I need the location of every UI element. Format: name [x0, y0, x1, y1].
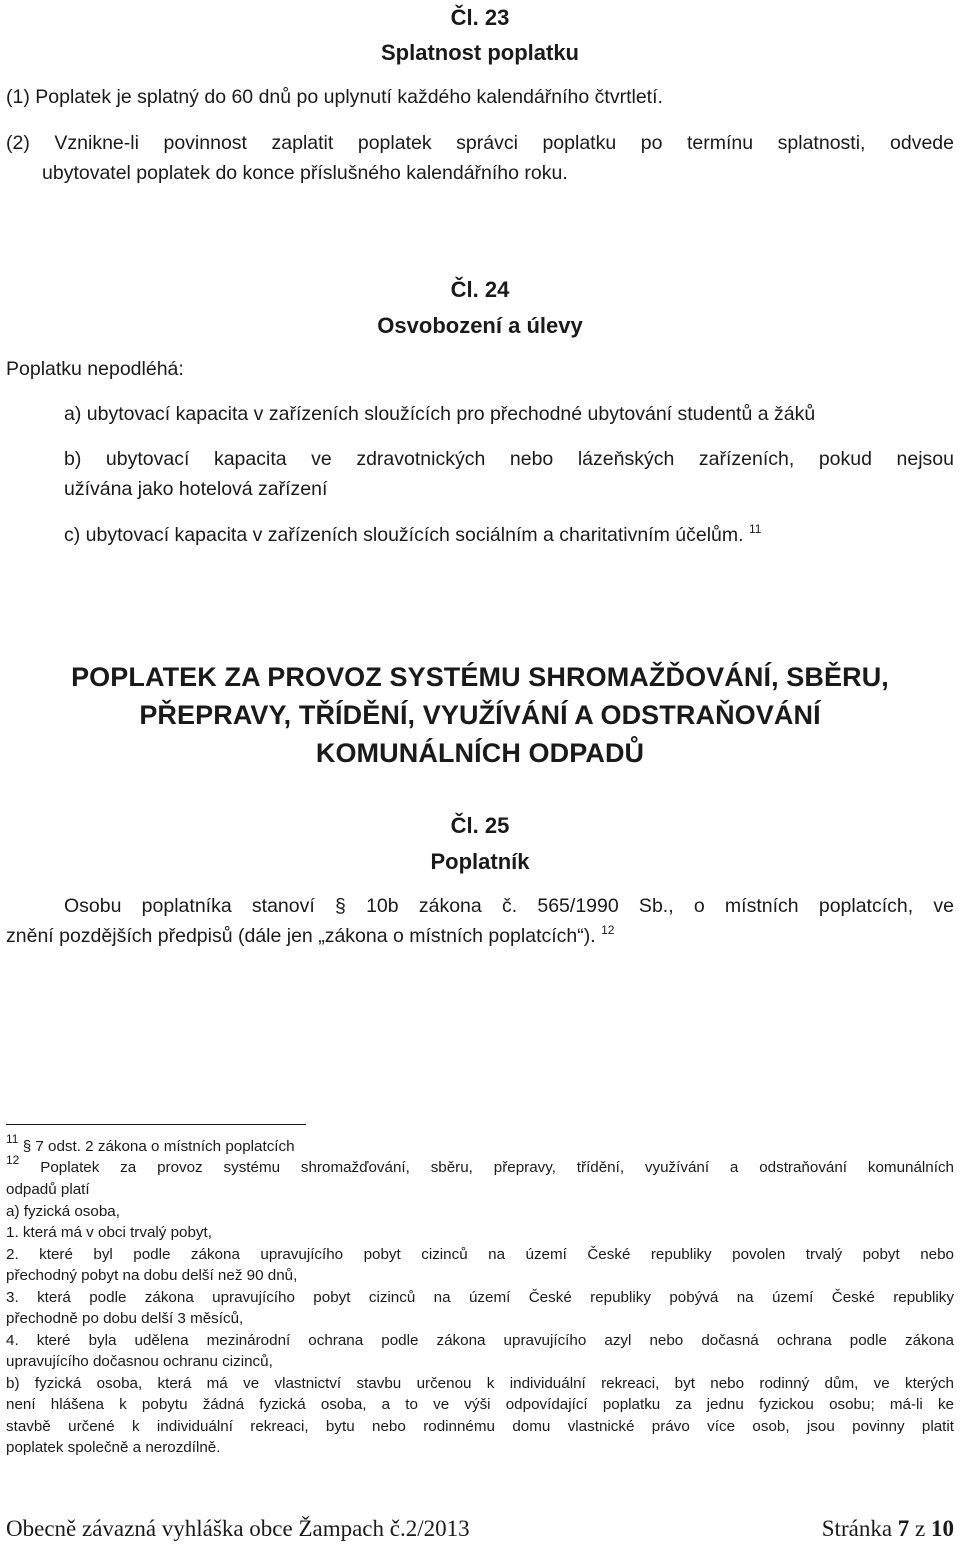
- footer-page-number: [822, 1516, 954, 1542]
- footnote-line: odpadů platí: [6, 1181, 90, 1198]
- article-25-line-2: [6, 921, 614, 951]
- footnote-line: b) fyzická osoba, která má ve vlastnictví stavbu určenou k individuální rekreaci, byt nebo rodinný dům, ve kterých: [6, 1374, 954, 1392]
- article-24-item-a: a) ubytovací kapacita v zařízeních sloužících pro přechodné ubytování studentů a žáků: [64, 403, 816, 425]
- footnote-line: 3. která podle zákona upravujícího pobyt cizinců na území České republiky pobývá na území České republiky: [6, 1288, 954, 1306]
- article-24-item-b-line-2: užívána jako hotelová zařízení: [64, 478, 328, 500]
- footnote-line: 2. které byl podle zákona upravujícího pobyt cizinců na území České republiky povolen trvalý pobyt nebo: [6, 1245, 954, 1263]
- section-heading-line-3: KOMUNÁLNÍCH ODPADŮ: [315, 738, 645, 768]
- footnote-11: [6, 1132, 295, 1158]
- article-23-para-1: (1) Poplatek je splatný do 60 dnů po uplynutí každého kalendářního čtvrtletí.: [6, 86, 663, 108]
- article-24-number: Čl. 24: [450, 277, 510, 302]
- item-c-text: c) ubytovací kapacita v zařízeních sloužících sociálním a charitativním účelům.: [64, 524, 744, 546]
- article-23-para-2-line-2: ubytovatel poplatek do konce příslušného kalendářního roku.: [42, 162, 568, 184]
- footnote-11-text: § 7 odst. 2 zákona o místních poplatcích: [22, 1138, 295, 1155]
- footnote-12-first-line: Poplatek za provoz systému shromažďování, sběru, přepravy, třídění, využívání a odstraňování komunálních: [40, 1159, 954, 1176]
- footnote-ref-11[interactable]: 11: [748, 522, 762, 536]
- footnote-12-body: [6, 1179, 954, 1459]
- article-24-intro: Poplatku nepodléhá:: [6, 358, 184, 380]
- footnote-line: upravujícího dočasnou ochranu cizinců,: [6, 1353, 273, 1370]
- footnote-line: přechodně po dobu delší 3 měsíců,: [6, 1310, 244, 1327]
- article-24-title: Osvobození a úlevy: [377, 313, 583, 338]
- footnote-11-mark: 11: [6, 1132, 19, 1146]
- footnote-line: 1. která má v obci trvalý pobyt,: [6, 1224, 212, 1241]
- article-25-number: Čl. 25: [450, 813, 510, 838]
- article-25-line-1: Osobu poplatníka stanoví § 10b zákona č. 565/1990 Sb., o místních poplatcích, ve: [64, 895, 954, 917]
- footnote-line: 4. které byla udělena mezinárodní ochrana podle zákona upravujícího azyl nebo dočasná ochrana podle zákona: [6, 1331, 954, 1349]
- footnote-line: stavbě určené k individuální rekreaci, bytu nebo rodinnému domu vlastnické právo více osob, jsou povinny platit: [6, 1417, 954, 1435]
- footnote-12-mark: 12: [6, 1153, 20, 1167]
- page-current: 7: [897, 1516, 910, 1541]
- footnote-line: a) fyzická osoba,: [6, 1202, 120, 1220]
- footnote-ref-12[interactable]: 12: [601, 923, 615, 937]
- footnote-line: poplatek společně a nerozdílně.: [6, 1439, 221, 1456]
- section-heading-line-1: POPLATEK ZA PROVOZ SYSTÉMU SHROMAŽĎOVÁNÍ, SBĚRU,: [71, 662, 889, 692]
- page-separator: z: [915, 1516, 926, 1541]
- footnote-separator: [6, 1124, 306, 1125]
- article-23-number: Čl. 23: [450, 5, 510, 30]
- footnote-12-line-1: [6, 1153, 954, 1179]
- footer-document-title: Obecně závazná vyhláška obce Žampach č.2/2013: [6, 1516, 470, 1541]
- article-25-line-2-text: znění pozdějších předpisů (dále jen „zákona o místních poplatcích“).: [6, 925, 596, 947]
- article-23-title: Splatnost poplatku: [381, 40, 579, 65]
- article-24-item-b-line-1: b) ubytovací kapacita ve zdravotnických nebo lázeňských zařízeních, pokud nejsou: [64, 448, 954, 470]
- page-label: Stránka: [821, 1516, 893, 1541]
- page-total: 10: [931, 1516, 954, 1541]
- article-25-title: Poplatník: [430, 849, 530, 874]
- article-24-item-c: [64, 520, 761, 550]
- section-heading-line-2: PŘEPRAVY, TŘÍDĚNÍ, VYUŽÍVÁNÍ A ODSTRAŇOVÁNÍ: [139, 700, 821, 730]
- footnote-line: přechodný pobyt na dobu delší než 90 dnů,: [6, 1267, 298, 1284]
- article-23-para-2-line-1: (2) Vznikne-li povinnost zaplatit poplatek správci poplatku po termínu splatnosti, odvede: [6, 132, 954, 154]
- footnote-line: není hlášena k pobytu žádná fyzická osoba, a to ve výši odpovídající poplatku za jednu fyzickou osobu; má-li ke: [6, 1396, 954, 1413]
